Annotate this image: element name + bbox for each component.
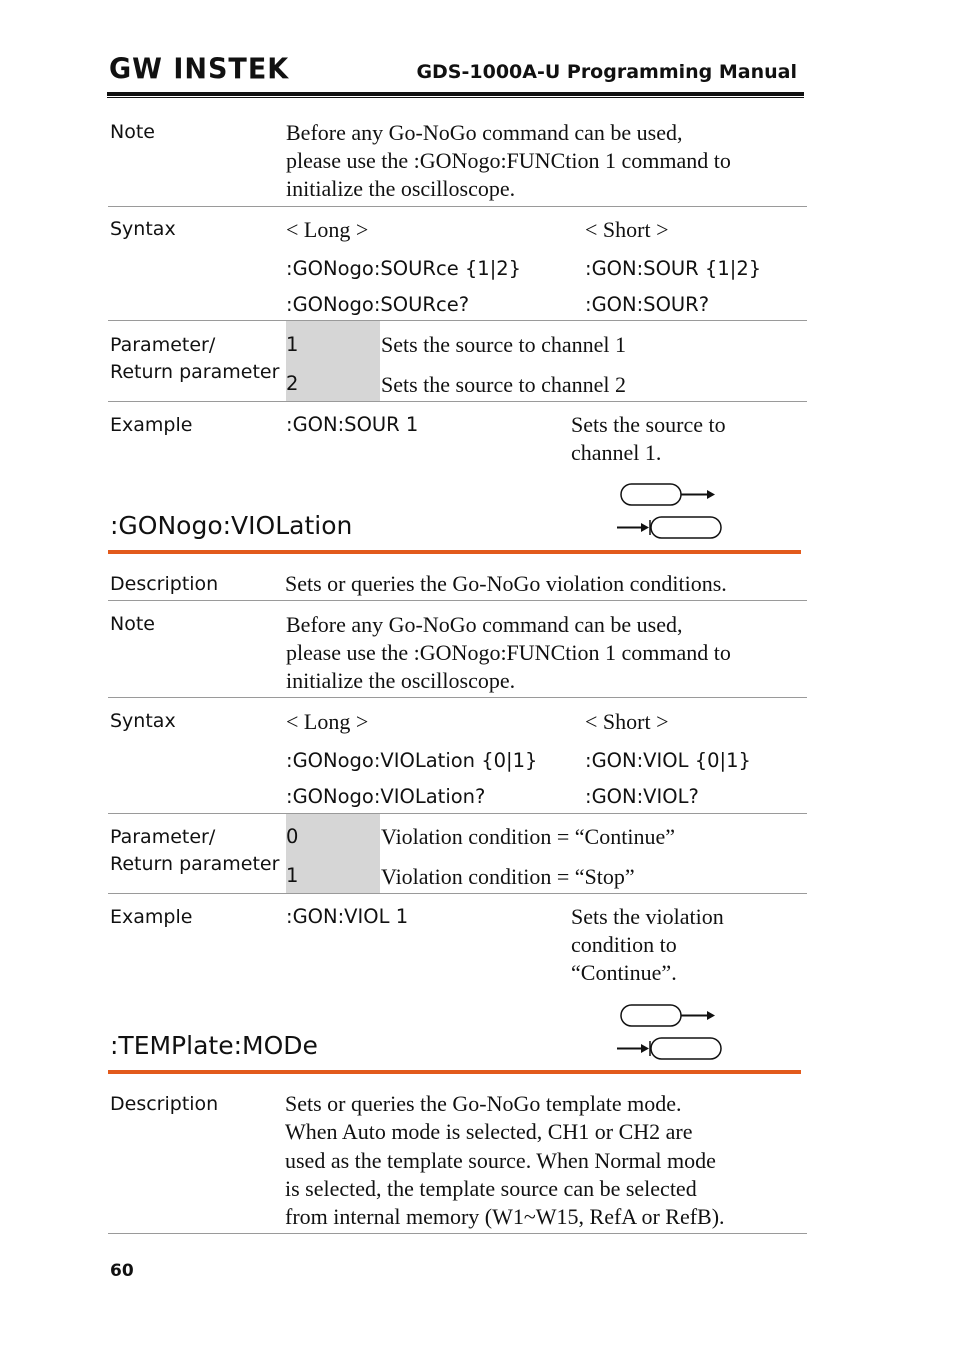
description-line-4: is selected, the template source can be selected (285, 1176, 697, 1201)
syntax-query-short: :GON:SOUR? (585, 293, 710, 316)
header-rule-thin (107, 97, 804, 98)
syntax-label: Syntax (110, 710, 176, 732)
example-desc-line-2: channel 1. (571, 440, 662, 465)
note-label: Note (110, 613, 155, 635)
row-divider (108, 893, 807, 894)
note-line-3: initialize the oscilloscope. (286, 176, 516, 201)
syntax-short-header: < Short > (585, 709, 669, 734)
example-label: Example (110, 414, 193, 436)
header-rule (107, 92, 804, 96)
description-line-2: When Auto mode is selected, CH1 or CH2 are (285, 1119, 693, 1144)
param-desc: Sets the source to channel 2 (381, 372, 626, 397)
page-number: 60 (110, 1261, 134, 1281)
syntax-set-short: :GON:SOUR {1|2} (585, 257, 762, 280)
syntax-set-long: :GONogo:SOURce {1|2} (286, 257, 522, 280)
example-desc-line-1: Sets the violation (571, 904, 724, 929)
param-desc: Sets the source to channel 1 (381, 332, 626, 357)
note-line-1: Before any Go-NoGo command can be used, (286, 612, 683, 637)
example-command: :GON:SOUR 1 (286, 413, 419, 436)
row-divider (108, 697, 807, 698)
syntax-query-short: :GON:VIOL? (585, 785, 699, 808)
example-desc-line-2: condition to (571, 932, 677, 957)
example-desc-line-3: “Continue”. (571, 960, 677, 985)
note-line-1: Before any Go-NoGo command can be used, (286, 120, 683, 145)
syntax-set-long: :GONogo:VIOLation {0|1} (286, 749, 538, 772)
manual-title: GDS-1000A-U Programming Manual (416, 61, 797, 83)
note-label: Note (110, 121, 155, 143)
description-line-5: from internal memory (W1~W15, RefA or RefB). (285, 1204, 725, 1229)
syntax-query-long: :GONogo:VIOLation? (286, 785, 486, 808)
set-query-icon (615, 1001, 725, 1061)
syntax-label: Syntax (110, 218, 176, 240)
row-divider (108, 600, 807, 601)
param-value: 2 (286, 372, 299, 395)
param-value: 1 (286, 864, 299, 887)
param-label-2: Return parameter (110, 361, 280, 383)
example-desc-line-1: Sets the source to (571, 412, 726, 437)
param-shade (286, 814, 380, 893)
description-line-1: Sets or queries the Go-NoGo template mode. (285, 1091, 682, 1116)
syntax-long-header: < Long > (286, 217, 369, 242)
syntax-short-header: < Short > (585, 217, 669, 242)
set-query-icon (615, 480, 725, 540)
description-text: Sets or queries the Go-NoGo violation conditions. (285, 571, 727, 596)
param-shade (286, 321, 380, 401)
syntax-query-long: :GONogo:SOURce? (286, 293, 470, 316)
param-value: 1 (286, 333, 299, 356)
section-rule (108, 550, 801, 554)
section-rule (108, 1070, 801, 1074)
row-divider (108, 401, 807, 402)
example-label: Example (110, 906, 193, 928)
description-label: Description (110, 573, 219, 595)
description-line-3: used as the template source. When Normal mode (285, 1148, 716, 1173)
note-line-3: initialize the oscilloscope. (286, 668, 516, 693)
section-title-violation: :GONogo:VIOLation (110, 511, 353, 540)
param-value: 0 (286, 825, 299, 848)
param-label-1: Parameter/ (110, 826, 216, 848)
row-divider (108, 1233, 807, 1234)
section-title-template-mode: :TEMPlate:MODe (110, 1031, 318, 1060)
row-divider (108, 320, 807, 321)
row-divider (108, 813, 807, 814)
example-command: :GON:VIOL 1 (286, 905, 409, 928)
brand-logo: GW INSTEK (109, 53, 290, 86)
description-label: Description (110, 1093, 219, 1115)
syntax-long-header: < Long > (286, 709, 369, 734)
param-label-1: Parameter/ (110, 334, 216, 356)
param-label-2: Return parameter (110, 853, 280, 875)
row-divider (108, 206, 807, 207)
note-line-2: please use the :GONogo:FUNCtion 1 command to (286, 148, 731, 173)
syntax-set-short: :GON:VIOL {0|1} (585, 749, 751, 772)
param-desc: Violation condition = “Stop” (381, 864, 635, 889)
param-desc: Violation condition = “Continue” (381, 824, 675, 849)
note-line-2: please use the :GONogo:FUNCtion 1 command to (286, 640, 731, 665)
